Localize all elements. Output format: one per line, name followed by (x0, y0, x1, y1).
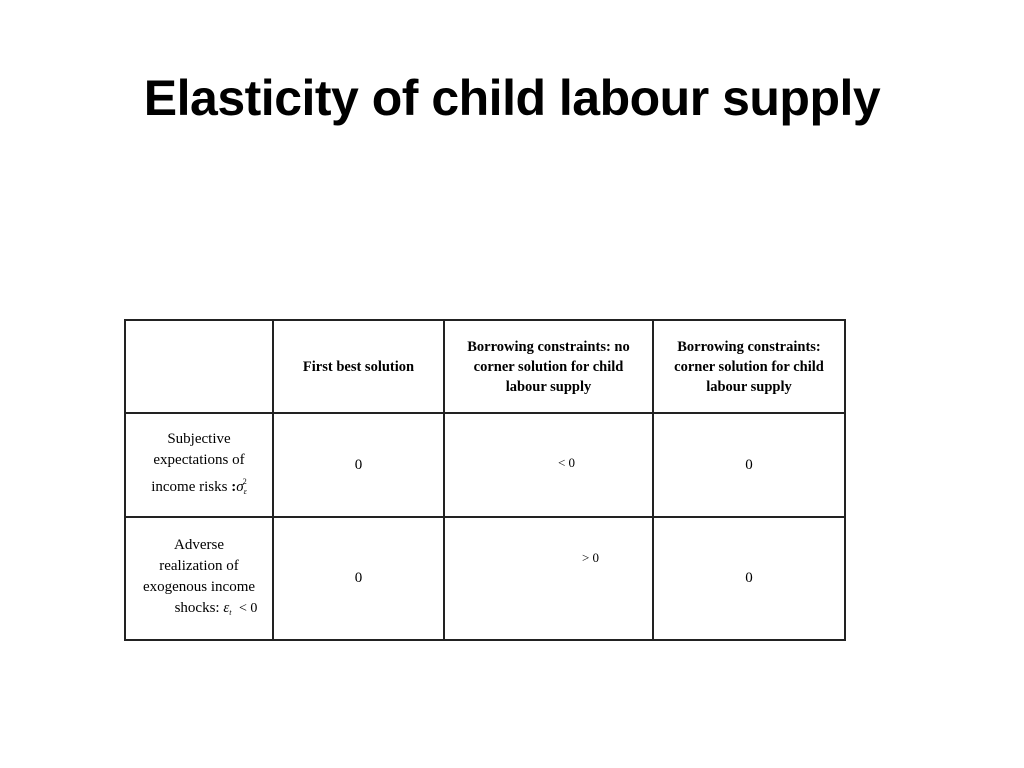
sign-value: > 0 (581, 550, 600, 565)
row-label-line: Subjective (167, 430, 231, 447)
cell-first-best-shocks: 0 (273, 517, 444, 640)
sign-value: < 0 (557, 454, 576, 470)
cell-no-corner-shocks (444, 517, 653, 640)
elasticity-table (124, 319, 846, 641)
row-label-line: realization of (159, 557, 239, 574)
epsilon-subscript: t (229, 607, 232, 617)
cell-corner-shocks: 0 (653, 517, 845, 640)
header-first-best: First best solution (273, 320, 444, 413)
cell-first-best-risks: 0 (273, 413, 444, 517)
row-label-line: Adverse (174, 536, 224, 553)
table-header-row (125, 320, 845, 413)
colon-mark: : (231, 478, 237, 495)
row-label-line (134, 598, 264, 623)
header-no-corner: Borrowing constraints: no corner solution for child labour supply (444, 320, 653, 413)
row-label-line: exogenous income (142, 578, 256, 595)
row-label-adverse-shocks (125, 517, 273, 640)
sigma-superscript: 2 (242, 476, 247, 486)
cell-corner-risks: 0 (653, 413, 845, 517)
table-row-income-risks (125, 413, 845, 517)
header-corner: Borrowing constraints: corner solution for child labour supply (653, 320, 845, 413)
condition-text: < 0 (239, 600, 258, 616)
row-label-income-risks (125, 413, 273, 517)
row-label-text: shocks: (174, 599, 220, 616)
row-label-line (134, 471, 264, 502)
slide-title: Elasticity of child labour supply (143, 70, 881, 126)
row-label-text: income risks (151, 478, 228, 495)
cell-no-corner-risks (444, 413, 653, 517)
epsilon-symbol: ε (223, 599, 230, 616)
table-row-adverse-shocks (125, 517, 845, 640)
sigma-symbol: σ (236, 478, 244, 495)
header-empty-cell (125, 320, 273, 413)
row-label-line: expectations of (153, 451, 245, 468)
sigma-subscript: ε (243, 486, 247, 496)
